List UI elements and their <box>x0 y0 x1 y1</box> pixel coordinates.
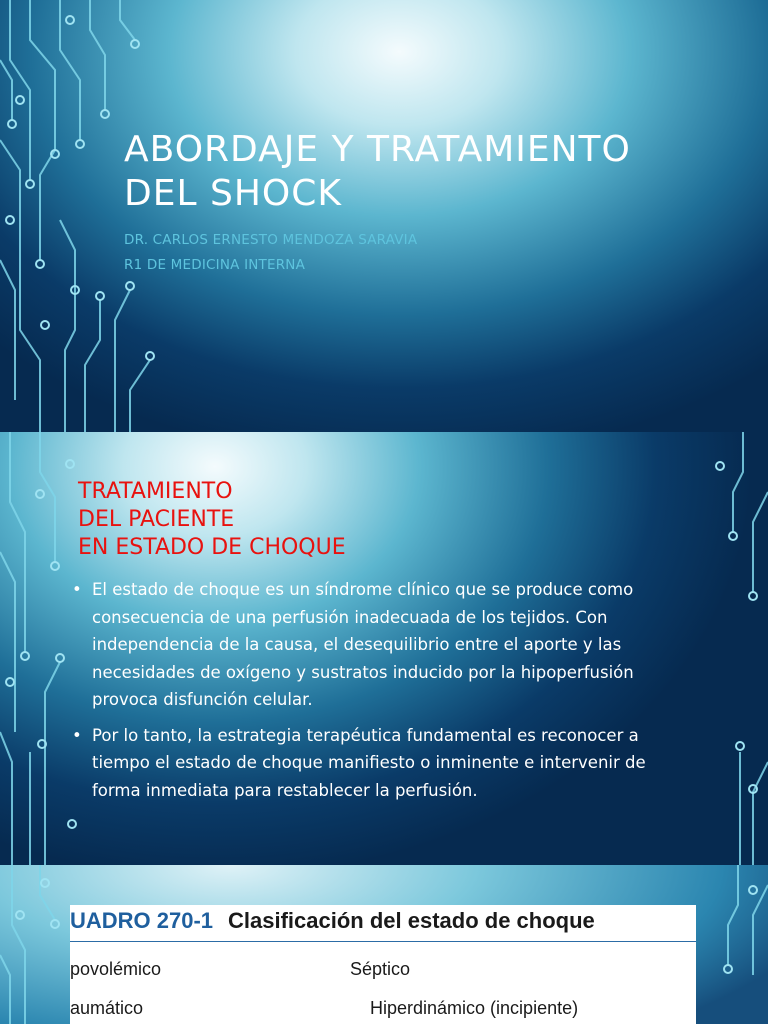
bullet-item <box>72 576 694 714</box>
bullet-icon: • <box>72 580 82 599</box>
table-number: UADRO 270-1 <box>70 908 214 933</box>
slide-title-line3: EN ESTADO DE CHOQUE <box>78 535 346 560</box>
table-cell: aumático <box>70 998 144 1018</box>
slide-title-line1: TRATAMIENTO <box>78 479 233 504</box>
presentation-title: ABORDAJE Y TRATAMIENTO DEL SHOCK <box>124 129 631 214</box>
title-slide <box>0 0 768 432</box>
circuit-decoration-left <box>0 0 160 432</box>
table-title: Clasificación del estado de choque <box>228 908 595 933</box>
circuit-decoration-right <box>708 432 768 865</box>
author-role: R1 DE MEDICINA INTERNA <box>124 257 306 273</box>
slide-title <box>78 478 346 562</box>
bullet-text: El estado de choque es un síndrome clínico que se produce como consecuencia de una perfusión inadecuada de los tejidos. Con independencia de la causa, el desequilibrio entre el aporte y las necesidades de oxígeno y sustratos inducido por la hipoperfusión provoca disfunción celular. <box>92 580 634 709</box>
bullet-icon: • <box>72 725 82 745</box>
slide-title-line2: DEL PACIENTE <box>78 507 235 532</box>
bullet-list <box>72 576 694 812</box>
circuit-decoration-right <box>698 865 768 1024</box>
table-header <box>70 905 696 942</box>
table-cell: povolémico <box>70 959 162 979</box>
circuit-decoration-left <box>0 865 70 1024</box>
table-cell: Séptico <box>350 959 411 979</box>
author-name: DR. CARLOS ERNESTO MENDOZA SARAVIA <box>124 232 418 248</box>
table-slide <box>0 865 768 1024</box>
classification-table <box>70 905 696 1024</box>
content-slide <box>0 432 768 865</box>
table-cell: Hiperdinámico (incipiente) <box>370 998 579 1018</box>
bullet-item <box>72 722 694 805</box>
bullet-text: Por lo tanto, la estrategia terapéutica fundamental es reconocer a tiempo el estado de choque manifiesto o inminente e intervenir de forma inmediata para restablecer la perfusión. <box>92 725 646 800</box>
